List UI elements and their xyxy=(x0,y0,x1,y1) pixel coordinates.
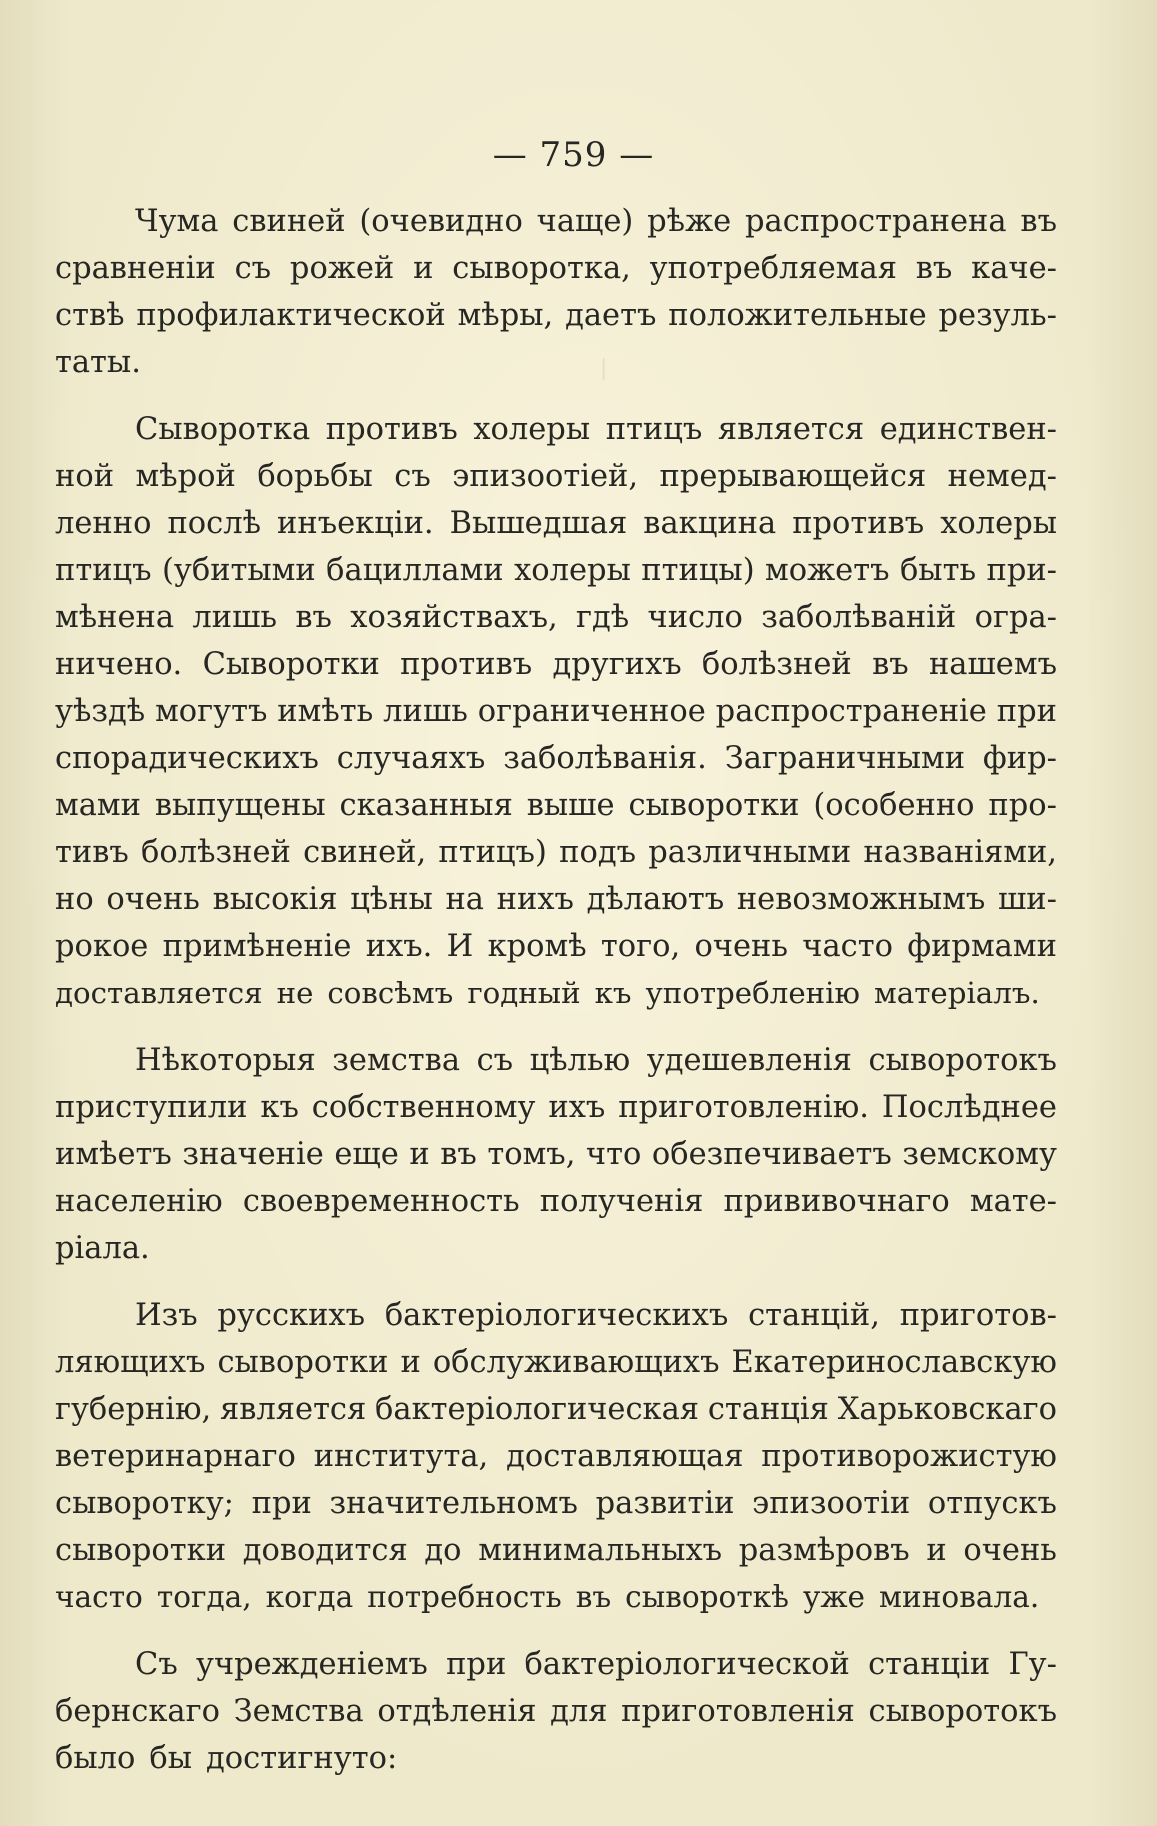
word: могутъ xyxy=(155,694,268,729)
word: значительномъ xyxy=(329,1486,578,1521)
text-line xyxy=(55,1131,1057,1178)
word: тивъ xyxy=(55,835,129,870)
word: лишь xyxy=(383,694,468,729)
word: часто xyxy=(55,1580,143,1614)
word: ихъ xyxy=(548,1090,606,1125)
word: рожей xyxy=(289,251,395,286)
word: рокое xyxy=(55,929,149,964)
word: станція xyxy=(707,1392,829,1427)
word: положительные xyxy=(668,298,927,333)
word: было xyxy=(55,1741,136,1776)
word: распространена xyxy=(745,204,1007,239)
text-line xyxy=(55,970,1057,1017)
word: отпускъ xyxy=(927,1486,1057,1521)
text-line xyxy=(55,339,1057,386)
word: болѣзней xyxy=(141,835,291,870)
word: Земства xyxy=(233,1694,364,1729)
word: полученія xyxy=(539,1184,704,1219)
word: можетъ xyxy=(765,553,890,588)
word: число xyxy=(647,600,743,635)
text-line xyxy=(55,1339,1057,1386)
word: ріала. xyxy=(55,1231,150,1266)
word: приступили xyxy=(55,1090,248,1125)
word: доставляется xyxy=(55,976,263,1010)
word: огра- xyxy=(974,600,1057,635)
word: часто xyxy=(802,929,893,964)
word: заболѣванія. xyxy=(503,741,707,776)
word: ихъ. xyxy=(365,929,433,964)
text-line xyxy=(55,500,1057,547)
word: но xyxy=(55,882,94,917)
word: сыворотку; xyxy=(55,1486,234,1521)
word: случаяхъ xyxy=(336,741,486,776)
word: собственному xyxy=(311,1090,536,1125)
word: чаще) xyxy=(536,204,634,239)
word: противъ xyxy=(400,647,533,682)
word: сывороткѣ xyxy=(625,1580,789,1614)
word: бациллами xyxy=(326,553,504,588)
word: кромѣ xyxy=(487,929,587,964)
word: свиней, xyxy=(303,835,427,870)
text-line xyxy=(55,688,1057,735)
word: мѣры, xyxy=(457,298,554,333)
word: съ xyxy=(476,1043,514,1078)
word: бактеріологической xyxy=(524,1647,850,1682)
word: губернію, xyxy=(55,1392,212,1427)
word: Гу- xyxy=(1008,1647,1057,1682)
word: употребленію xyxy=(645,976,860,1010)
word: Сыворотка xyxy=(135,412,311,447)
text-line xyxy=(55,782,1057,829)
word: выше xyxy=(526,788,615,823)
word: земства xyxy=(332,1043,460,1078)
word: значеніе xyxy=(182,1137,324,1172)
word: доставляющая xyxy=(506,1439,744,1474)
word: другихъ xyxy=(552,647,682,682)
word: годный xyxy=(467,976,581,1010)
text-line xyxy=(55,1386,1057,1433)
word: въ xyxy=(295,600,332,635)
text-line xyxy=(55,1527,1057,1574)
word: спорадическихъ xyxy=(55,741,319,776)
word: является xyxy=(219,1392,367,1427)
word: ши- xyxy=(997,882,1057,917)
word: немед- xyxy=(947,459,1057,494)
text-line xyxy=(55,1641,1057,1688)
word: свиней xyxy=(232,204,346,239)
text-line xyxy=(55,406,1057,453)
word: Сыворотки xyxy=(202,647,380,682)
word: отдѣленія xyxy=(377,1694,537,1729)
word: даетъ xyxy=(565,298,657,333)
word: удешевленія xyxy=(646,1043,852,1078)
word: при xyxy=(996,694,1057,729)
word: приготов- xyxy=(899,1298,1057,1333)
word: обслуживающихъ xyxy=(432,1345,720,1380)
word: (очевидно xyxy=(359,204,523,239)
word: станцій, xyxy=(748,1298,880,1333)
word: въ xyxy=(440,1137,477,1172)
word: уѣздѣ xyxy=(55,694,146,729)
word: въ xyxy=(872,647,909,682)
page-number: — 759 — xyxy=(492,135,655,175)
word: Харьковскаго xyxy=(837,1392,1057,1427)
word: въ xyxy=(1020,204,1057,239)
word: дѣлаютъ xyxy=(586,882,725,917)
word: русскихъ xyxy=(217,1298,366,1333)
word: очень xyxy=(963,1533,1057,1568)
paragraph xyxy=(55,406,1057,1017)
paragraph xyxy=(55,1037,1057,1272)
word: еще xyxy=(334,1137,399,1172)
word: сравненіи xyxy=(55,251,216,286)
text-line xyxy=(55,1574,1057,1621)
word: высокія xyxy=(212,882,338,917)
text-line xyxy=(55,292,1057,339)
word: невозможнымъ xyxy=(736,882,986,917)
word: противъ xyxy=(325,412,458,447)
text-line xyxy=(55,547,1057,594)
word: таты. xyxy=(55,345,141,380)
word: мѣнена xyxy=(55,600,175,635)
word: доводится xyxy=(242,1533,408,1568)
word: Вышедшая xyxy=(449,506,628,541)
word: земскому xyxy=(902,1137,1057,1172)
word: въ xyxy=(575,1580,612,1614)
word: томъ, xyxy=(487,1137,576,1172)
word: нашемъ xyxy=(928,647,1057,682)
paragraph xyxy=(55,1292,1057,1621)
word: уже xyxy=(802,1580,866,1614)
word: борьбы xyxy=(257,459,373,494)
word: потребность xyxy=(367,1580,562,1614)
word: не xyxy=(276,976,314,1010)
word: каче- xyxy=(971,251,1057,286)
word: фирмами xyxy=(907,929,1057,964)
text-line xyxy=(55,923,1057,970)
word: къ xyxy=(594,976,632,1010)
word: рѣже xyxy=(647,204,732,239)
word: приготовленія xyxy=(621,1694,855,1729)
word: эпизоотіи xyxy=(752,1486,911,1521)
word: нихъ xyxy=(496,882,574,917)
word: И xyxy=(446,929,474,964)
word: матеріалъ. xyxy=(873,976,1040,1010)
word: что xyxy=(585,1137,642,1172)
text-line xyxy=(55,1037,1057,1084)
word: примѣненіе xyxy=(162,929,352,964)
text-line xyxy=(55,1433,1057,1480)
word: имѣть xyxy=(277,694,374,729)
word: когда xyxy=(265,1580,354,1614)
word: резуль- xyxy=(938,298,1057,333)
word: бактеріологическихъ xyxy=(384,1298,729,1333)
word: птицы) xyxy=(641,553,755,588)
word: ной xyxy=(55,459,115,494)
word: сыворотки xyxy=(55,1533,227,1568)
word: птицъ xyxy=(605,412,703,447)
word: ленно xyxy=(55,506,152,541)
text-line xyxy=(55,876,1057,923)
word: является xyxy=(717,412,865,447)
word: миновала. xyxy=(879,1580,1040,1614)
word: для xyxy=(550,1694,608,1729)
word: приготовленію. xyxy=(618,1090,869,1125)
word: сыворотокъ xyxy=(868,1694,1057,1729)
word: населенію xyxy=(55,1184,223,1219)
word: (убитыми xyxy=(161,553,316,588)
word: Изъ xyxy=(135,1298,198,1333)
word: института, xyxy=(313,1439,489,1474)
text-line xyxy=(55,829,1057,876)
word: заболѣваній xyxy=(761,600,957,635)
word: того, xyxy=(600,929,681,964)
word: птицъ) xyxy=(438,835,547,870)
word: холеры xyxy=(940,506,1057,541)
paragraph xyxy=(55,198,1057,386)
word: послѣ xyxy=(167,506,262,541)
word: обезпечиваетъ xyxy=(651,1137,892,1172)
word: ограниченное xyxy=(477,694,706,729)
word: противъ xyxy=(792,506,925,541)
word: цѣны xyxy=(350,882,433,917)
word: размѣровъ xyxy=(738,1533,910,1568)
word: Послѣднее xyxy=(881,1090,1057,1125)
bleed-through-text: | xyxy=(600,356,608,381)
word: очень xyxy=(106,882,200,917)
word: на xyxy=(445,882,484,917)
word: развитіи xyxy=(595,1486,735,1521)
text-line xyxy=(55,1225,1057,1272)
word: подъ xyxy=(559,835,637,870)
word: прививочнаго xyxy=(723,1184,950,1219)
word: бактеріологическая xyxy=(375,1392,700,1427)
word: эпизоотіей, xyxy=(452,459,639,494)
text-line xyxy=(55,245,1057,292)
word: минимальныхъ xyxy=(478,1533,723,1568)
word: гдѣ xyxy=(576,600,630,635)
word: ветеринарнаго xyxy=(55,1439,296,1474)
text-line xyxy=(55,1084,1057,1131)
word: сыворотки xyxy=(628,788,800,823)
word: профилактической xyxy=(136,298,446,333)
word: прерывающейся xyxy=(659,459,927,494)
word: ничено. xyxy=(55,647,183,682)
word: Чума xyxy=(135,204,219,239)
word: выпущены xyxy=(154,788,326,823)
word: противорожистую xyxy=(761,1439,1057,1474)
word: единствен- xyxy=(879,412,1057,447)
word: инъекціи. xyxy=(277,506,434,541)
word: при xyxy=(251,1486,312,1521)
text-line xyxy=(55,1178,1057,1225)
word: достигнуто: xyxy=(206,1741,398,1776)
word: мами xyxy=(55,788,141,823)
text-line xyxy=(55,641,1057,688)
word: станціи xyxy=(868,1647,991,1682)
text-line xyxy=(55,1480,1057,1527)
word: мѣрой xyxy=(135,459,236,494)
text-line xyxy=(55,594,1057,641)
word: сыворотки xyxy=(217,1345,389,1380)
word: при- xyxy=(986,553,1057,588)
word: холеры xyxy=(473,412,591,447)
word: вакцина xyxy=(643,506,777,541)
word: своевременность xyxy=(242,1184,520,1219)
word: сыворотка, xyxy=(452,251,631,286)
word: про- xyxy=(988,788,1057,823)
word: бернскаго xyxy=(55,1694,220,1729)
word: ствѣ xyxy=(55,298,125,333)
word: въ xyxy=(915,251,953,286)
word: быть xyxy=(899,553,977,588)
word: тогда, xyxy=(156,1580,252,1614)
text-line xyxy=(55,735,1057,782)
word: распространеніе xyxy=(715,694,987,729)
word: хозяйствахъ, xyxy=(350,600,558,635)
word: очень xyxy=(694,929,788,964)
word: цѣлью xyxy=(529,1043,631,1078)
word: болѣзней xyxy=(701,647,852,682)
word: и xyxy=(926,1533,947,1568)
word: бы xyxy=(149,1741,193,1776)
word: употребляемая xyxy=(649,251,897,286)
text-line xyxy=(55,453,1057,500)
word: птицъ xyxy=(55,553,152,588)
word: (особенно xyxy=(813,788,975,823)
word: мате- xyxy=(969,1184,1057,1219)
text-line xyxy=(55,1688,1057,1735)
word: до xyxy=(424,1533,462,1568)
word: сыворотокъ xyxy=(868,1043,1057,1078)
word: сказанныя xyxy=(339,788,513,823)
body-text xyxy=(55,198,1057,1782)
word: различными xyxy=(648,835,852,870)
word: совсѣмъ xyxy=(327,976,454,1010)
word: съ xyxy=(394,459,431,494)
word: и xyxy=(413,251,434,286)
word: Екатеринославскую xyxy=(731,1345,1057,1380)
word: фир- xyxy=(982,741,1057,776)
word: лишь xyxy=(192,600,278,635)
word: и xyxy=(409,1137,430,1172)
paragraph xyxy=(55,1641,1057,1782)
word: учрежденіемъ xyxy=(196,1647,428,1682)
word: Заграничными xyxy=(724,741,966,776)
word: и xyxy=(400,1345,421,1380)
word: съ xyxy=(234,251,272,286)
word: Съ xyxy=(135,1647,178,1682)
text-line xyxy=(55,1735,1057,1782)
word: холеры xyxy=(514,553,631,588)
word: ляющихъ xyxy=(55,1345,206,1380)
word: Нѣкоторыя xyxy=(135,1043,316,1078)
word: названіями, xyxy=(863,835,1057,870)
text-line xyxy=(55,1292,1057,1339)
word: имѣетъ xyxy=(55,1137,172,1172)
word: къ xyxy=(260,1090,299,1125)
word: при xyxy=(446,1647,507,1682)
text-line xyxy=(55,198,1057,245)
